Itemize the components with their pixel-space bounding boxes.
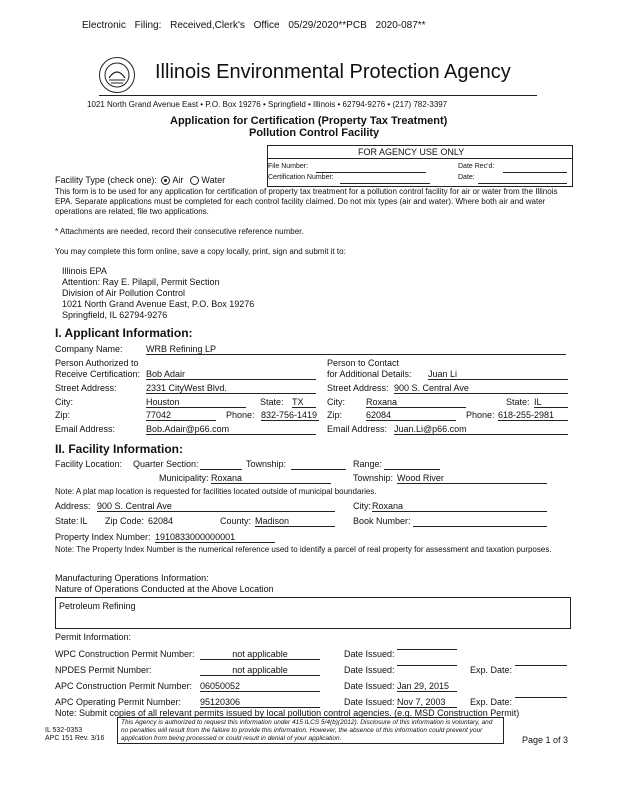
zip-field[interactable]: 77042 [146,410,216,421]
npdes-permit-label: NPDES Permit Number: [55,665,152,675]
agency-use-box [267,145,573,187]
water-label: Water [201,175,226,185]
company-name-label: Company Name: [55,344,123,354]
file-number-label: File Number: [268,163,309,170]
facility-state-label: State: [55,516,79,526]
city-label: City: [55,397,73,407]
filing-stamp: Electronic Filing: Received,Clerk's Office 05/29/2020**PCB 2020-087** [82,20,426,31]
nature-of-operations-label: Nature of Operations Conducted at the Above Location [55,584,274,594]
wpc-date-label: Date Issued: [344,649,395,659]
facility-type-label: Facility Type (check one): [55,175,157,185]
street2-field[interactable]: 900 S. Central Ave [394,383,568,394]
facility-city-label: City: [353,501,371,511]
facility-zip-value: 62084 [148,516,174,526]
county-field[interactable]: Madison [255,516,335,527]
facility-zip-label: Zip Code: [105,516,145,526]
apc-operating-date-label: Date Issued: [344,697,395,707]
state-label: State: [260,397,284,407]
state2-label: State: [506,397,530,407]
plat-map-note: Note: A plat map location is requested for facilities located outside of municipal boundaries. [55,487,377,496]
apc-construction-field[interactable]: 06050052 [200,681,320,692]
agency-use-title: FOR AGENCY USE ONLY [358,147,465,157]
address-field[interactable]: 900 S. Central Ave [97,501,335,512]
wpc-permit-label: WPC Construction Permit Number: [55,649,195,659]
pin-field[interactable]: 1910833000000001 [155,532,275,543]
mail-line: Attention: Ray E. Pilapil, Permit Section [62,277,220,287]
form-title: Application for Certification (Property Tax Treatment) [170,115,448,127]
section-applicant-heading: I. Applicant Information: [55,326,193,340]
intro-paragraph: This form is to be used for any application for certification of property tax treatment for a pollution control facility for air or water from the Illinois EPA. Separate applications must be completed for each control facility claimed. Do not mix types (air and water). Where both air and water operations are related, file two applications. [55,187,558,216]
facility-location-label: Facility Location: [55,459,123,469]
illinois-epa-seal-icon [99,57,135,93]
agency-name: Illinois Environmental Protection Agency [155,61,511,83]
city2-field[interactable]: Roxana [366,397,466,408]
city2-label: City: [327,397,345,407]
form-subtitle: Pollution Control Facility [249,127,380,139]
form-id-1: IL 532-0353 [45,727,83,734]
city-field[interactable]: Houston [146,397,246,408]
page-number: Page 1 of 3 [522,735,569,745]
npdes-exp-label: Exp. Date: [470,665,513,675]
auth-label-1: Person Authorized to [55,358,139,368]
npdes-exp-field[interactable] [515,665,567,666]
cert-number-label: Certification Number: [268,174,334,181]
contact-label-2: for Additional Details: [327,369,412,379]
date-recd-label: Date Rec'd: [458,163,495,170]
npdes-permit-field[interactable]: not applicable [200,665,320,676]
auth-name-field[interactable]: Bob Adair [146,369,316,380]
township-label: Township: [246,459,287,469]
submit-instructions: You may complete this form online, save a copy locally, print, sign and submit it to: [55,247,346,256]
disclaimer-box: This Agency is authorized to request this information under 415 ILCS 5/4(b)(2012). Disclosure of this information is voluntary, and no penalties will result from the failure to provide this information. However, the absence of this information could prevent your application from being processed or could result in denial of your application. [117,717,504,744]
phone-label: Phone: [226,410,255,420]
manufacturing-heading: Manufacturing Operations Information: [55,573,209,583]
quarter-section-label: Quarter Section: [133,459,199,469]
apc-construction-date-field[interactable]: Jan 29, 2015 [397,681,457,692]
township2-label: Township: [353,473,394,483]
apc-construction-label: APC Construction Permit Number: [55,681,193,691]
email-label: Email Address: [55,424,116,434]
agency-address: 1021 North Grand Avenue East • P.O. Box 19276 • Springfield • Illinois • 62794-9276 • (217) 782-3397 [87,100,448,109]
contact-label-1: Person to Contact [327,358,400,368]
township2-field[interactable]: Wood River [397,473,547,484]
street-label: Street Address: [55,383,117,393]
email2-label: Email Address: [327,424,388,434]
mail-line: Springfield, IL 62794-9276 [62,310,168,320]
wpc-date-field[interactable] [397,649,457,650]
state2-field[interactable]: IL [534,397,568,408]
permit-heading: Permit Information: [55,632,132,642]
apc-operating-exp-field[interactable] [515,697,567,698]
state-field[interactable]: TX [292,397,316,408]
zip2-label: Zip: [327,410,343,420]
zip-label: Zip: [55,410,71,420]
facility-city-field[interactable]: Roxana [372,501,547,512]
permits-note: Note: Submit copies of all relevant permits issued by local pollution control agencies. (e.g. MSD Construction Permit) [55,708,520,718]
air-radio[interactable] [161,176,170,185]
section-facility-heading: II. Facility Information: [55,442,184,456]
apc-operating-date-field[interactable]: Nov 7, 2003 [397,697,457,708]
phone-field[interactable]: 832-756-1419 [261,410,318,420]
apc-operating-exp-label: Exp. Date: [470,697,513,707]
county-label: County: [220,516,252,526]
address-label: Address: [55,501,91,511]
company-name-field[interactable]: WRB Refining LP [146,344,566,355]
facility-state-value: IL [80,516,88,526]
mail-line: Illinois EPA [62,266,107,276]
npdes-date-label: Date Issued: [344,665,395,675]
phone2-label: Phone: [466,410,495,420]
municipality-label: Municipality: [159,473,209,483]
mail-line: Division of Air Pollution Control [62,288,186,298]
contact-name-field[interactable]: Juan Li [428,369,568,380]
phone2-field[interactable]: 618-255-2981 [498,410,568,421]
auth-label-2: Receive Certification: [55,369,141,379]
pin-note: Note: The Property Index Number is the numerical reference used to identify a parcel of real property for assessment and taxation purposes. [55,545,552,554]
range-label: Range: [353,459,383,469]
wpc-permit-field[interactable]: not applicable [200,649,320,660]
municipality-field[interactable]: Roxana [211,473,331,484]
date-label: Date: [458,174,475,181]
street-field[interactable]: 2331 CityWest Blvd. [146,383,316,394]
zip2-field[interactable]: 62084 [366,410,456,421]
water-radio[interactable] [190,176,199,185]
air-label: Air [172,175,184,185]
email2-field[interactable]: Juan.Li@p66.com [394,424,568,435]
apc-operating-label: APC Operating Permit Number: [55,697,182,707]
street2-label: Street Address: [327,383,389,393]
nature-of-operations-field[interactable] [55,597,571,629]
email-field[interactable]: Bob.Adair@p66.com [146,424,316,435]
attachments-note: * Attachments are needed, record their consecutive reference number. [55,227,304,236]
facility-type-row [55,175,225,185]
book-number-label: Book Number: [353,516,411,526]
nature-of-operations-value: Petroleum Refining [59,601,136,611]
mail-line: 1021 North Grand Avenue East, P.O. Box 19276 [62,299,255,309]
mailing-address [62,266,254,321]
npdes-date-field[interactable] [397,665,457,666]
apc-construction-date-label: Date Issued: [344,681,395,691]
pin-label: Property Index Number: [55,532,151,542]
apc-operating-field[interactable]: 95120306 [200,697,320,708]
form-id-2: APC 151 Rev. 3/16 [45,735,105,742]
